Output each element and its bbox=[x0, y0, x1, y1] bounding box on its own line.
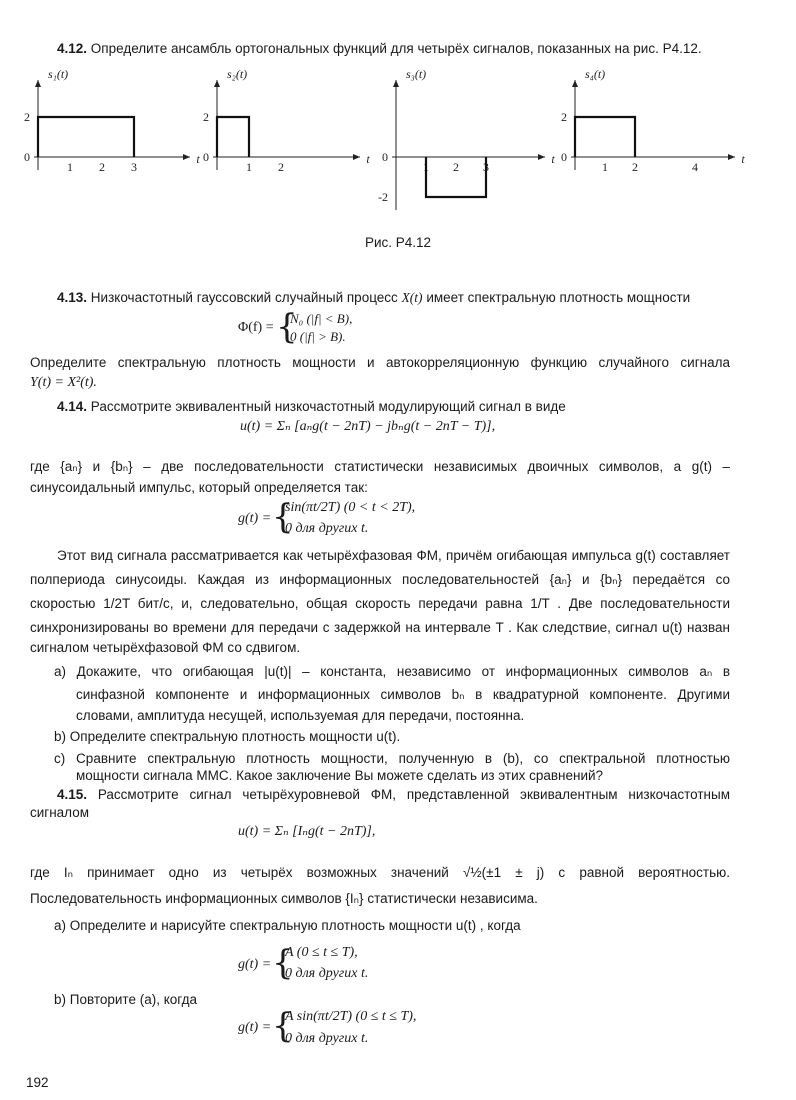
x-axis-arrow bbox=[728, 154, 735, 160]
problem-4-15: 4.15. Рассмотрите сигнал четырёхуровневой ФМ, представленной эквивалентным низкочастотным bbox=[57, 787, 730, 802]
formula-gb-lhs: g(t) = bbox=[238, 1020, 272, 1035]
y-tick-label: -2 bbox=[378, 190, 388, 204]
problem-4-15-where: где Iₙ принимает одно из четырёх возможных значений √½(±1 ± j) с равной вероятностью. bbox=[30, 865, 730, 880]
brace: { bbox=[272, 1006, 294, 1046]
formula-gb-case1: A sin(πt/2T) (0 ≤ t ≤ T), bbox=[285, 1009, 417, 1024]
para-line: сигналом четырёхфазовой ФМ со сдвигом. bbox=[30, 640, 301, 655]
problem-number: 4.13. bbox=[57, 290, 88, 305]
problem-4-15-intro2: сигналом bbox=[30, 805, 89, 820]
y-axis-arrow bbox=[393, 80, 399, 87]
plot-label: s₁(t) bbox=[48, 70, 69, 81]
y-axis-arrow bbox=[35, 80, 41, 87]
formula-phi-case2: 0 (|f| > B). bbox=[290, 329, 346, 344]
problem-4-15-where2: Последовательность информационных символов {Iₙ} статистически независима. bbox=[30, 891, 538, 906]
formula-y: Y(t) = X²(t). bbox=[30, 375, 97, 390]
problem-text: Определите ансамбль ортогональных функций для четырёх сигналов, показанных на рис. P4.12. bbox=[90, 41, 702, 56]
formula-ga-case2: 0 для других t. bbox=[285, 966, 369, 981]
plot-label: s₃(t) bbox=[406, 70, 427, 81]
problem-4-12 bbox=[57, 40, 702, 58]
item-b: b) Определите спектральную плотность мощности u(t). bbox=[54, 729, 401, 744]
problem-number: 4.12. bbox=[57, 41, 88, 56]
x-tick-label: 2 bbox=[632, 160, 638, 174]
figure-caption: Рис. P4.12 bbox=[364, 235, 432, 250]
x-axis-arrow bbox=[353, 154, 360, 160]
formula-g-lhs: g(t) = bbox=[238, 511, 272, 526]
y-axis-arrow bbox=[214, 80, 220, 87]
x-tick-label: 1 bbox=[423, 160, 429, 174]
x-tick-label: 1 bbox=[67, 160, 73, 174]
x-axis-arrow bbox=[538, 154, 545, 160]
problem-4-14-where2: синусоидальный импульс, который определяется так: bbox=[30, 480, 368, 495]
item-a: словами, амплитуда несущей, используемая для передачи, постоянна. bbox=[76, 708, 525, 723]
formula-u: u(t) = Σₙ [aₙg(t − 2nT) − jbₙg(t − 2nT − T)], bbox=[240, 419, 496, 434]
item-c: мощности сигнала MMC. Какое заключение Вы можете сделать из этих сравнений? bbox=[76, 768, 604, 783]
x-axis-arrow bbox=[183, 154, 190, 160]
para-line: скоростью 1/2T бит/с, и, следовательно, общая скорость передачи равна 1/T . Две последовательности bbox=[30, 596, 730, 611]
x-label: t bbox=[741, 152, 745, 166]
item-a: a) Определите и нарисуйте спектральную плотность мощности u(t) , когда bbox=[54, 918, 521, 933]
y-tick-label: 0 bbox=[561, 150, 567, 164]
formula-u-4-15: u(t) = Σₙ [Iₙg(t − 2nT)], bbox=[238, 824, 376, 839]
formula-gb-case2: 0 для других t. bbox=[285, 1031, 369, 1046]
plot-label: s₄(t) bbox=[585, 70, 606, 81]
formula-phi-lhs: Φ(f) = bbox=[238, 320, 274, 335]
page-number: 192 bbox=[26, 1075, 49, 1090]
para-line: синхронизированы во времени для передачи с задержкой на интервале T . Как следствие, сигнал u(t) назван bbox=[30, 620, 730, 635]
item-c: c) Сравните спектральную плотность мощности, полученную в (b), со спектральной плотностью bbox=[54, 751, 730, 766]
y-axis-arrow bbox=[572, 80, 578, 87]
plot-label: s₂(t) bbox=[227, 70, 248, 81]
signal-pulse bbox=[38, 117, 134, 157]
y-tick-label: 2 bbox=[203, 110, 209, 124]
figure-p4-12 bbox=[0, 70, 796, 230]
x-tick-label: 3 bbox=[483, 160, 489, 174]
y-tick-label: 0 bbox=[24, 150, 30, 164]
problem-number: 4.15. bbox=[57, 787, 88, 802]
signal-pulse bbox=[575, 117, 635, 157]
x-tick-label: 1 bbox=[602, 160, 608, 174]
item-a: синфазной компоненте и информационных символов bₙ в квадратурной компоненте. Другими bbox=[76, 687, 730, 702]
item-a: a) Докажите, что огибающая |u(t)| – константа, независимо от информационных символов aₙ в bbox=[54, 664, 730, 679]
formula-phi-case1: N₀ (|f| < B), bbox=[290, 311, 353, 326]
x-tick-label: 4 bbox=[692, 160, 698, 174]
problem-4-14-where: где {aₙ} и {bₙ} – две последовательности статистически независимых двоичных символов, а g(t) – bbox=[30, 459, 730, 474]
brace: { bbox=[272, 497, 294, 537]
problem-4-13-text: Определите спектральную плотность мощности и автокорреляционную функцию случайного сигнала bbox=[30, 355, 730, 370]
formula-g-case2: 0 для других t. bbox=[285, 521, 369, 536]
formula-ga-lhs: g(t) = bbox=[238, 957, 272, 972]
y-tick-label: 2 bbox=[24, 110, 30, 124]
signal-pulse bbox=[217, 117, 249, 157]
problem-4-14: 4.14. Рассмотрите эквивалентный низкочастотный модулирующий сигнал в виде bbox=[57, 399, 566, 414]
x-label: t bbox=[551, 152, 555, 166]
brace: { bbox=[276, 307, 298, 347]
y-tick-label: 0 bbox=[203, 150, 209, 164]
para-line: полпериода синусоиды. Каждая из информационных последовательностей {aₙ} и {bₙ} передаётся со bbox=[30, 572, 730, 587]
x-tick-label: 1 bbox=[246, 160, 252, 174]
x-tick-label: 2 bbox=[453, 160, 459, 174]
x-tick-label: 3 bbox=[131, 160, 137, 174]
y-tick-label: 0 bbox=[382, 150, 388, 164]
x-tick-label: 2 bbox=[99, 160, 105, 174]
x-tick-label: 2 bbox=[278, 160, 284, 174]
problem-4-13: 4.13. Низкочастотный гауссовский случайный процесс X(t) имеет спектральную плотность мощности bbox=[57, 290, 691, 305]
x-label: t bbox=[196, 152, 200, 166]
formula-g-case1: sin(πt/2T) (0 < t < 2T), bbox=[285, 500, 416, 515]
y-tick-label: 2 bbox=[561, 110, 567, 124]
para-line: Этот вид сигнала рассматривается как четырёхфазовая ФМ, причём огибающая импульса g(t) составляет bbox=[57, 548, 730, 563]
problem-number: 4.14. bbox=[57, 399, 88, 414]
x-label: t bbox=[366, 152, 370, 166]
brace: { bbox=[272, 943, 294, 983]
item-b: b) Повторите (a), когда bbox=[54, 992, 197, 1007]
formula-ga-case1: A (0 ≤ t ≤ T), bbox=[285, 945, 358, 960]
